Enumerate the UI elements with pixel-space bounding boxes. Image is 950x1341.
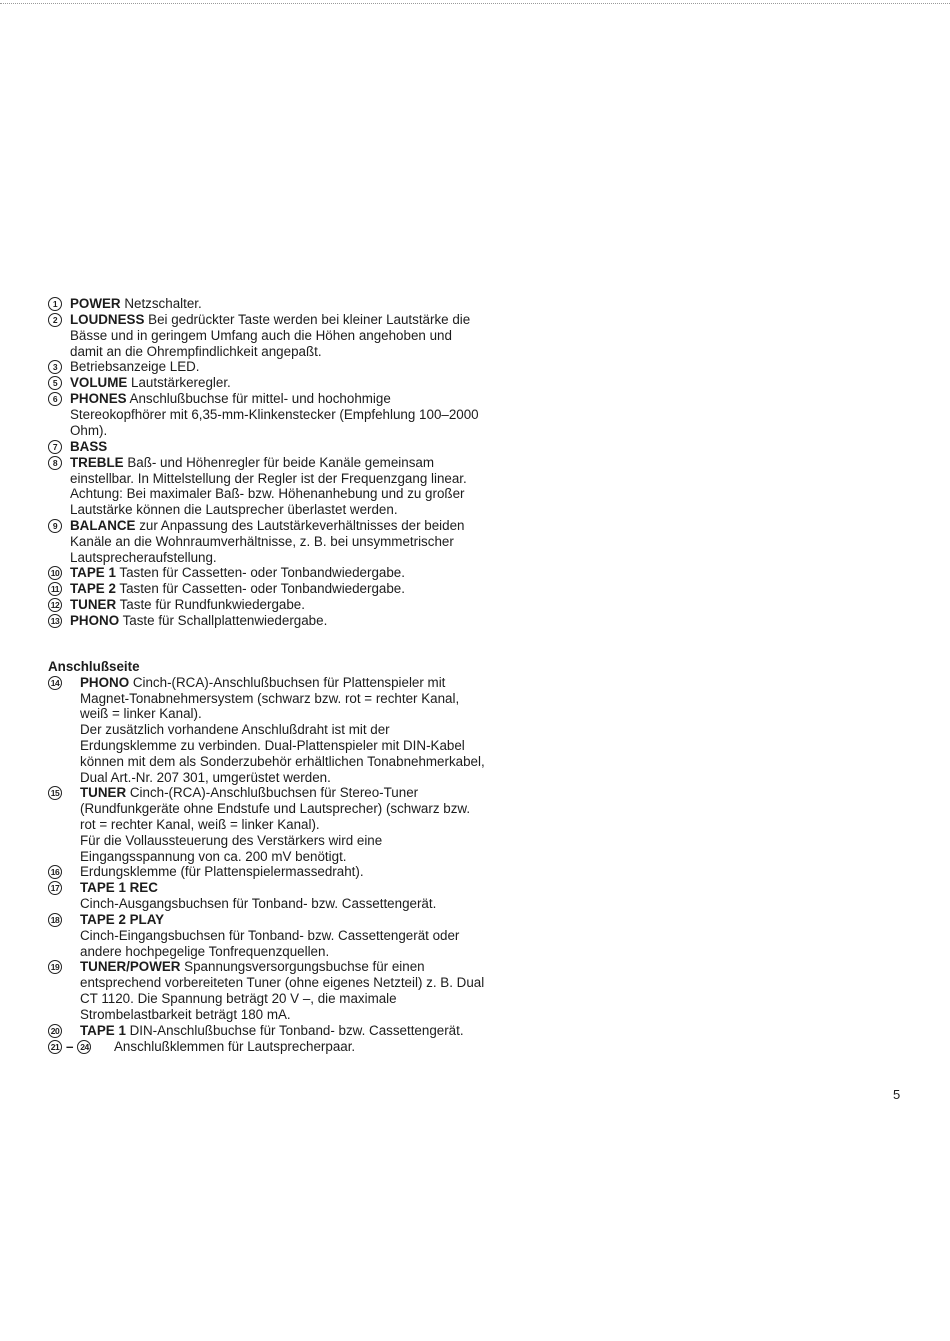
list-item	[48, 675, 488, 786]
item-number: 5	[48, 376, 62, 390]
item-text: Netzschalter.	[124, 296, 202, 311]
item-body	[70, 375, 488, 391]
item-text: Erdungsklemme (für Plattenspielermassedraht).	[80, 864, 364, 880]
list-item	[48, 296, 488, 312]
item-body	[80, 864, 488, 880]
item-label: POWER	[70, 296, 121, 311]
item-text: Bei gedrückter Taste werden bei kleiner Lautstärke die Bässe und in geringem Umfang auch die Höhen angehoben und damit an die Ohrempfindlichkeit angepaßt.	[70, 312, 471, 359]
item-text: DIN-Anschlußbuchse für Tonband- bzw. Cassettengerät.	[129, 1022, 464, 1038]
item-number: 13	[48, 614, 62, 628]
item-body	[70, 518, 488, 565]
item-extra-text: Cinch-Ausgangsbuchsen für Tonband- bzw. Cassettengerät.	[80, 896, 437, 912]
item-body	[70, 597, 488, 613]
item-body	[70, 391, 488, 438]
item-label: BASS	[70, 438, 108, 454]
list-item	[48, 581, 488, 597]
list-item	[48, 359, 488, 375]
connections-list	[48, 675, 488, 1039]
item-number-wrap	[48, 880, 80, 896]
item-label: LOUDNESS	[70, 312, 145, 327]
item-body	[70, 455, 488, 518]
item-number-wrap	[48, 613, 70, 629]
item-number-wrap	[48, 912, 80, 928]
item-label: TAPE 1	[70, 565, 116, 581]
item-number: 21	[48, 1040, 62, 1054]
item-number: 15	[48, 786, 62, 800]
item-text: Cinch-(RCA)-Anschlußbuchsen für Plattenspieler mit Magnet-Tonabnehmersystem (schwarz bzw. rot = rechter Kanal, weiß = linker Kanal).	[80, 674, 460, 722]
item-label: PHONO	[80, 674, 130, 690]
item-text: Tasten für Cassetten- oder Tonbandwiedergabe.	[119, 565, 405, 581]
item-text: Anschlußklemmen für Lautsprecherpaar.	[114, 1038, 356, 1054]
item-number: 16	[48, 865, 62, 879]
item-text: Lautstärkeregler.	[131, 375, 231, 391]
list-item	[48, 785, 488, 864]
item-number-wrap	[48, 296, 70, 312]
item-number: 9	[48, 519, 62, 533]
item-text: zur Anpassung des Lautstärkeverhältnisses der beiden Kanäle an die Wohnraumverhältnisse, z. B. bei unsymmetrischer Lautsprecheraufstellung.	[70, 517, 465, 565]
item-text: Cinch-(RCA)-Anschlußbuchsen für Stereo-Tuner (Rundfunkgeräte ohne Endstufe und Lautsprecher) (schwarz bzw. rot = rechter Kanal, weiß = linker Kanal).	[80, 785, 471, 832]
item-body	[70, 439, 488, 455]
list-item	[48, 518, 488, 565]
list-item	[48, 880, 488, 912]
item-body	[70, 565, 488, 581]
item-body	[80, 1023, 488, 1039]
list-item	[48, 312, 488, 359]
controls-list	[48, 296, 488, 629]
item-body	[80, 785, 488, 864]
range-separator: –	[66, 1038, 74, 1054]
item-label: PHONO	[70, 613, 120, 629]
item-number-wrap	[48, 675, 80, 691]
item-number: 7	[48, 440, 62, 454]
item-text: Baß- und Höhenregler für beide Kanäle gemeinsam einstellbar. In Mittelstellung der Regler ist der Frequenzgang linear. Achtung: Bei maximaler Baß- bzw. Höhenanhebung und zu großer Lautstärke können die Lautsprecher überlastet werden.	[70, 454, 467, 518]
item-label: TUNER	[70, 597, 117, 613]
item-body	[70, 359, 488, 375]
list-item	[48, 391, 488, 438]
item-text: Taste für Schallplattenwiedergabe.	[122, 613, 328, 629]
item-number-wrap	[48, 359, 70, 375]
item-label: TAPE 1 REC	[80, 880, 158, 896]
item-body	[70, 312, 488, 359]
item-number: 8	[48, 456, 62, 470]
item-label: TREBLE	[70, 454, 124, 470]
item-number: 19	[48, 960, 62, 974]
list-item	[48, 597, 488, 613]
item-number: 12	[48, 598, 62, 612]
item-number-wrap	[48, 518, 70, 534]
item-label: PHONES	[70, 391, 127, 407]
list-item	[48, 1023, 488, 1039]
item-text: Tasten für Cassetten- oder Tonbandwiedergabe.	[119, 581, 405, 597]
item-number-wrap	[48, 581, 70, 597]
section-heading: Anschlußseite	[48, 659, 140, 674]
item-number: 3	[48, 360, 62, 374]
item-number-wrap	[48, 597, 70, 613]
top-edge-rule	[0, 3, 950, 4]
item-number-wrap	[48, 864, 80, 880]
item-number-wrap	[48, 565, 70, 581]
item-text: Spannungsversorgungsbuchse für einen entsprechend vorbereiteten Tuner (ohne eigenes Netzteil) z. B. Dual CT 1120. Die Spannung beträgt 20 V –, die maximale Strombelastbarkeit beträgt 180 mA.	[80, 959, 485, 1022]
list-item	[48, 439, 488, 455]
item-extra-text: Cinch-Eingangsbuchsen für Tonband- bzw. Cassettengerät oder andere hochpegelige Tonfrequenzquellen.	[80, 927, 460, 959]
item-body	[70, 296, 488, 312]
item-label: VOLUME	[70, 375, 128, 391]
item-number: 11	[48, 582, 62, 596]
item-label: TAPE 1	[80, 1022, 126, 1038]
item-label: TAPE 2 PLAY	[80, 911, 165, 927]
item-number: 18	[48, 913, 62, 927]
item-body	[80, 675, 488, 786]
list-item	[48, 565, 488, 581]
list-item	[48, 613, 488, 629]
item-number-range	[48, 1039, 114, 1055]
list-item-range	[48, 1039, 488, 1055]
item-number: 2	[48, 313, 62, 327]
list-item	[48, 455, 488, 518]
item-number: 17	[48, 881, 62, 895]
item-number-wrap	[48, 959, 80, 975]
item-extra-text: Der zusätzlich vorhandene Anschlußdraht ist mit der Erdungsklemme zu verbinden. Dual-Plattenspieler mit DIN-Kabel können mit dem als Sonderzubehör erhältlichen Tonabnehmerkabel, Dual Art.-Nr. 207 301, umgerüstet werden.	[80, 722, 485, 785]
item-number: 10	[48, 566, 62, 580]
item-label: TAPE 2	[70, 581, 116, 597]
item-text: Anschlußbuchse für mittel- und hochohmige Stereokopfhörer mit 6,35-mm-Klinkenstecker (Empfehlung 100–2000 Ohm).	[70, 391, 479, 438]
item-text: Betriebsanzeige LED.	[70, 359, 200, 375]
item-number: 24	[77, 1040, 91, 1054]
item-label: TUNER	[80, 785, 127, 801]
page-number: 5	[893, 1087, 901, 1102]
item-label: TUNER/POWER	[80, 959, 181, 975]
item-number-wrap	[48, 375, 70, 391]
item-body	[80, 912, 488, 959]
item-body	[70, 581, 488, 597]
item-label: BALANCE	[70, 517, 136, 533]
list-item	[48, 864, 488, 880]
list-item	[48, 959, 488, 1022]
item-body	[70, 613, 488, 629]
item-body	[80, 959, 488, 1022]
item-number-wrap	[48, 1023, 80, 1039]
list-item	[48, 912, 488, 959]
item-number: 6	[48, 392, 62, 406]
item-number-wrap	[48, 391, 70, 407]
item-number: 14	[48, 676, 62, 690]
item-extra-text: Für die Vollaussteuerung des Verstärkers wird eine Eingangsspannung von ca. 200 mV benötigt.	[80, 832, 383, 864]
item-number: 1	[48, 297, 62, 311]
item-text: Taste für Rundfunkwiedergabe.	[119, 597, 305, 613]
item-number: 20	[48, 1024, 62, 1038]
list-item	[48, 375, 488, 391]
item-number-wrap	[48, 312, 70, 328]
item-number-wrap	[48, 439, 70, 455]
item-number-wrap	[48, 455, 70, 471]
connections-section	[48, 659, 488, 1055]
item-number-wrap	[48, 785, 80, 801]
item-body	[80, 880, 488, 912]
